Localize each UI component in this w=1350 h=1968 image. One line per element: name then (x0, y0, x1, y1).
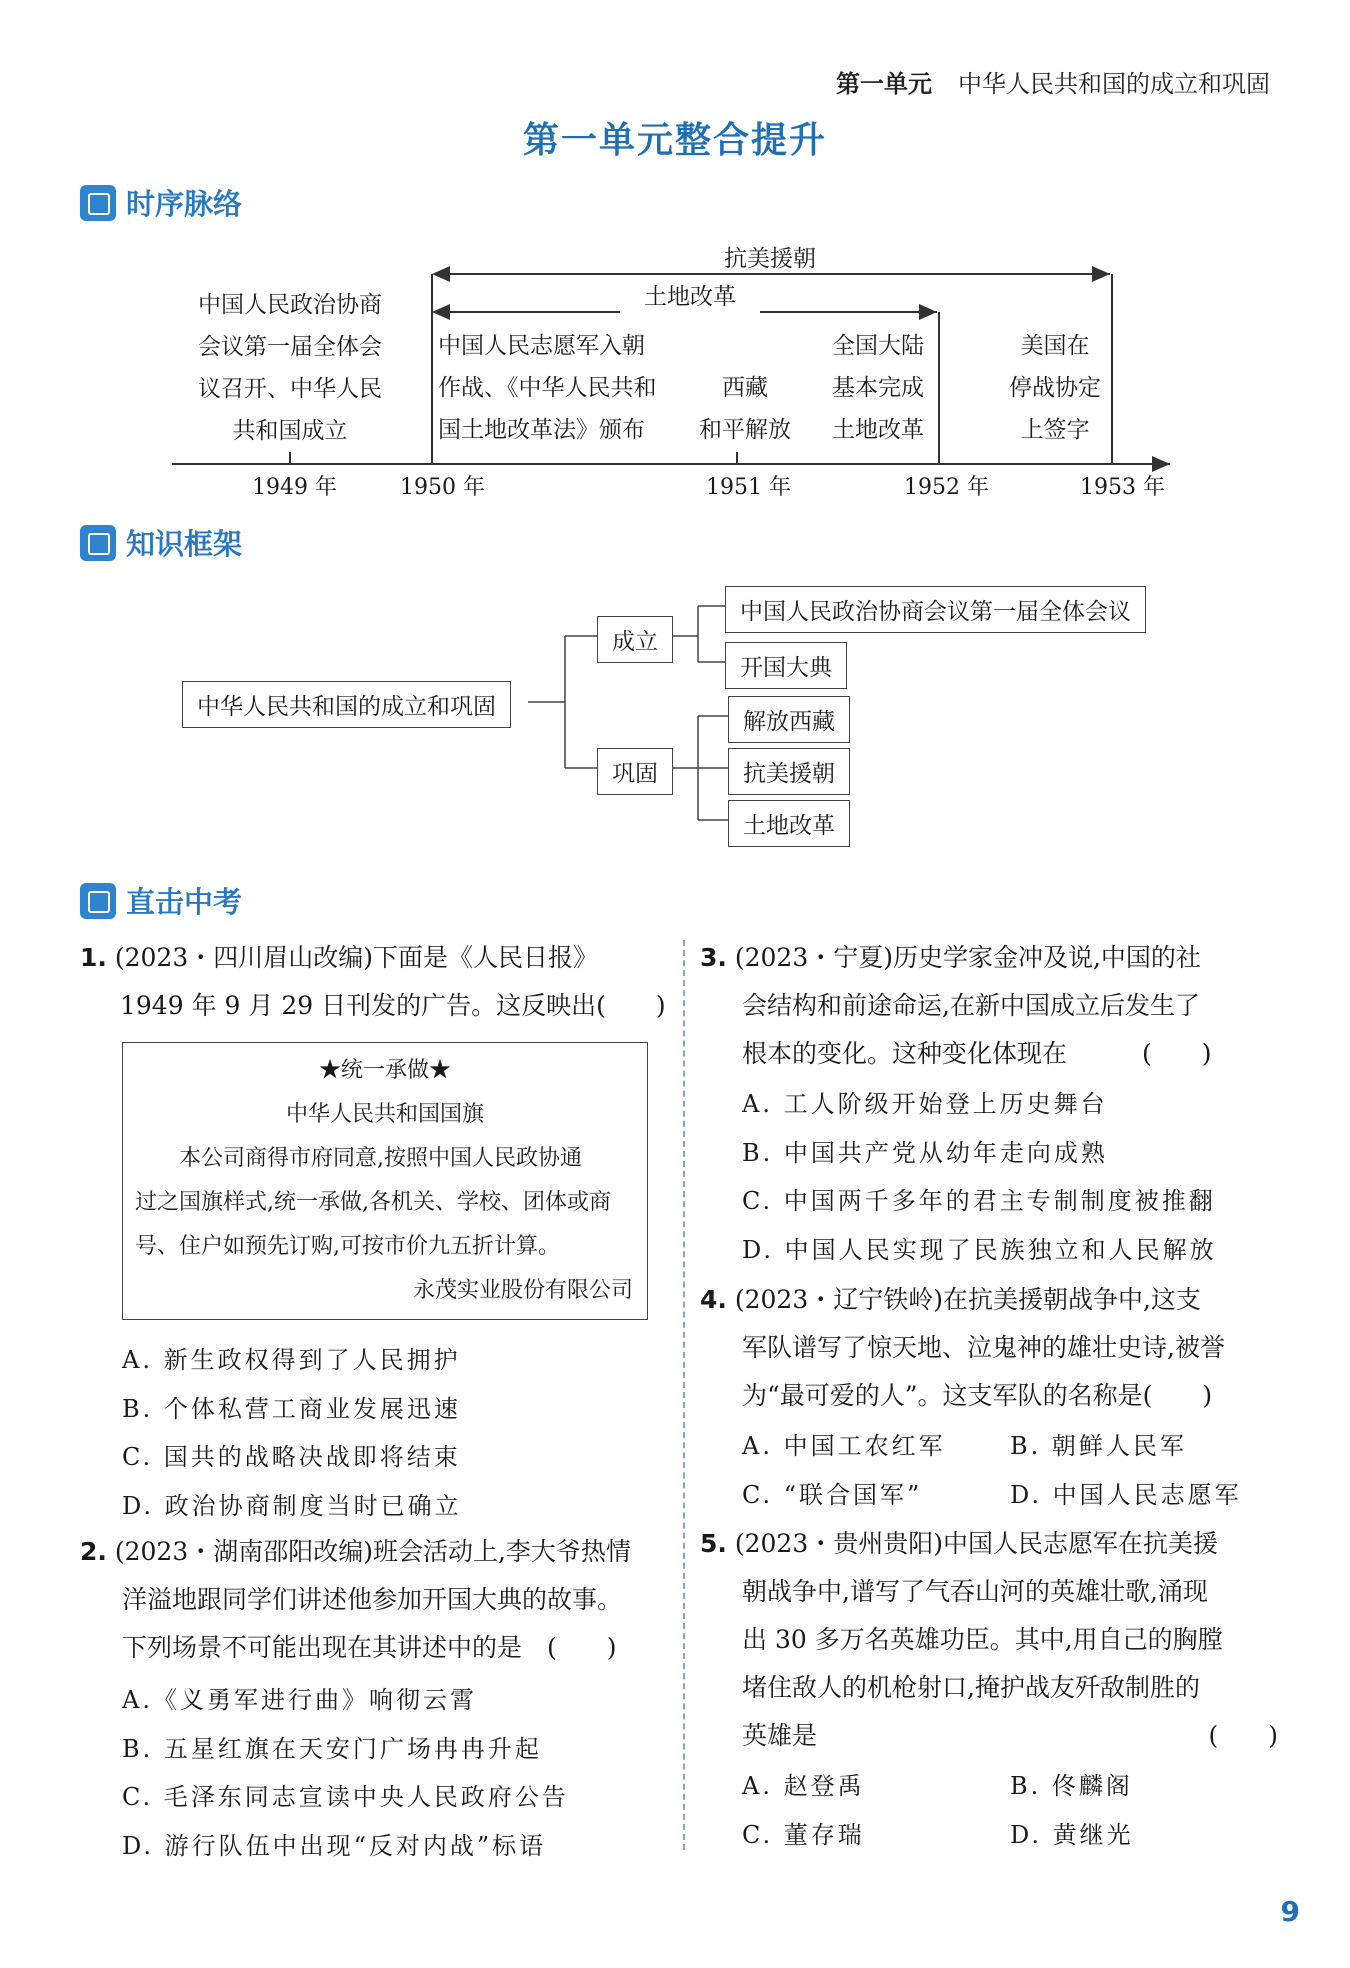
question-4: 4. (2023・辽宁铁岭)在抗美援朝战争中,这支 军队谱写了惊天地、泣鬼神的雄壮史诗,被誉 为“最可爱的人”。这支军队的名称是( ) (700, 1285, 1225, 1410)
page-title: 第一单元整合提升 (522, 120, 827, 161)
framework-branch-chengli: 成立 (597, 616, 673, 663)
option-d[interactable]: D. 中国人民实现了民族独立和人民解放 (742, 1235, 1217, 1264)
year-tick: 1950 年 (400, 475, 485, 500)
gear-icon (80, 525, 116, 561)
year-tick: 1951 年 (706, 475, 791, 500)
option-c[interactable]: C. 中国两千多年的君主专制制度被推翻 (742, 1187, 1216, 1215)
section-heading-exam (80, 880, 242, 921)
column-divider (683, 940, 685, 1850)
section-heading-framework (80, 522, 242, 563)
option-a[interactable]: A.《义勇军进行曲》响彻云霄 (122, 1686, 477, 1714)
question-5: 5. (2023・贵州贵阳)中国人民志愿军在抗美援 朝战争中,谱写了气吞山河的英雄壮歌,涌现 出 30 多万名英雄功臣。其中,用自己的胸膛 堵住敌人的机枪射口,掩护战友歼敌制胜的 英雄是 ( ) (700, 1529, 1278, 1750)
span-label-kangmei: 抗美援朝 (724, 246, 816, 272)
option-b[interactable]: B. 朝鲜人民军 (1010, 1432, 1187, 1460)
q5-options (742, 1762, 1302, 1859)
option-d[interactable]: D. 政治协商制度当时已确立 (122, 1491, 462, 1520)
page-number: 9 (1280, 1895, 1300, 1928)
year-tick: 1953 年 (1080, 475, 1165, 500)
framework-leaf: 解放西藏 (728, 696, 850, 743)
newspaper-ad: ★统一承做★ 中华人民共和国国旗 本公司商得市府同意,按照中国人民政协通 过之国旗样式,统一承做,各机关、学校、团体或商 号、住户如预先订购,可按市价九五折计算。 永茂实业股份有限公司 (122, 1042, 648, 1320)
option-a[interactable]: A. 中国工农红军 (742, 1432, 946, 1460)
year-tick: 1952 年 (904, 475, 989, 500)
framework-leaf: 土地改革 (728, 800, 850, 847)
q1-options (122, 1336, 462, 1530)
q3-options (742, 1080, 1217, 1274)
option-c[interactable]: C. 毛泽东同志宣读中央人民政府公告 (122, 1783, 569, 1811)
year-tick: 1949 年 (252, 475, 337, 500)
q4-options (742, 1422, 1302, 1519)
header-unit: 第一单元 (836, 70, 932, 98)
option-d[interactable]: D. 黄继光 (1010, 1820, 1134, 1849)
option-b[interactable]: B. 佟麟阁 (1010, 1772, 1133, 1800)
framework-root: 中华人民共和国的成立和巩固 (182, 681, 511, 728)
header-subtitle: 中华人民共和国的成立和巩固 (958, 70, 1270, 98)
framework-leaf: 中国人民政治协商会议第一届全体会议 (725, 586, 1146, 633)
event-1950: 中国人民志愿军入朝 作战、《中华人民共和 国土地改革法》颁布 (438, 333, 657, 443)
q2-options (122, 1676, 569, 1870)
question-2: 2. (2023・湖南邵阳改编)班会活动上,李大爷热情 洋溢地跟同学们讲述他参加开国大典的故事。 下列场景不可能出现在其讲述中的是 ( ) (80, 1537, 631, 1662)
span-label-tudi: 土地改革 (620, 276, 760, 318)
event-1953: 美国在 停战协定 上签字 (1009, 333, 1101, 443)
event-1951: 西藏 和平解放 (699, 375, 791, 443)
section-label: 直击中考 (126, 885, 243, 919)
section-heading-timeline (80, 182, 242, 223)
running-header (836, 64, 1270, 99)
option-b[interactable]: B. 五星红旗在天安门广场冉冉升起 (122, 1734, 542, 1763)
option-a[interactable]: A. 工人阶级开始登上历史舞台 (742, 1090, 1108, 1118)
option-b[interactable]: B. 个体私营工商业发展迅速 (122, 1394, 461, 1423)
section-label: 时序脉络 (126, 187, 243, 221)
option-d[interactable]: D. 游行队伍中出现“反对内战”标语 (122, 1831, 547, 1860)
option-c[interactable]: C. “联合国军” (742, 1480, 923, 1509)
framework-leaf: 抗美援朝 (728, 748, 850, 795)
event-1952: 全国大陆 基本完成 土地改革 (832, 333, 924, 443)
option-d[interactable]: D. 中国人民志愿军 (1010, 1480, 1242, 1509)
option-a[interactable]: A. 赵登禹 (742, 1772, 865, 1800)
framework-leaf: 开国大典 (725, 642, 847, 689)
option-c[interactable]: C. 董存瑞 (742, 1820, 865, 1849)
option-a[interactable]: A. 新生政权得到了人民拥护 (122, 1346, 461, 1374)
framework-branch-gonggu: 巩固 (597, 748, 673, 795)
runner-icon (80, 883, 116, 919)
question-3: 3. (2023・宁夏)历史学家金冲及说,中国的社 会结构和前途命运,在新中国成立后发生了 根本的变化。这种变化体现在 ( ) (700, 943, 1212, 1068)
question-1: 1. (2023・四川眉山改编)下面是《人民日报》 1949 年 9 月 29 日刊发的广告。这反映出( ) (80, 943, 666, 1020)
section-label: 知识框架 (126, 527, 243, 561)
pencil-icon (80, 185, 116, 221)
event-1949: 中国人民政治协商 会议第一届全体会 议召开、中华人民 共和国成立 (198, 292, 382, 444)
option-b[interactable]: B. 中国共产党从幼年走向成熟 (742, 1138, 1108, 1167)
option-c[interactable]: C. 国共的战略决战即将结束 (122, 1443, 461, 1471)
